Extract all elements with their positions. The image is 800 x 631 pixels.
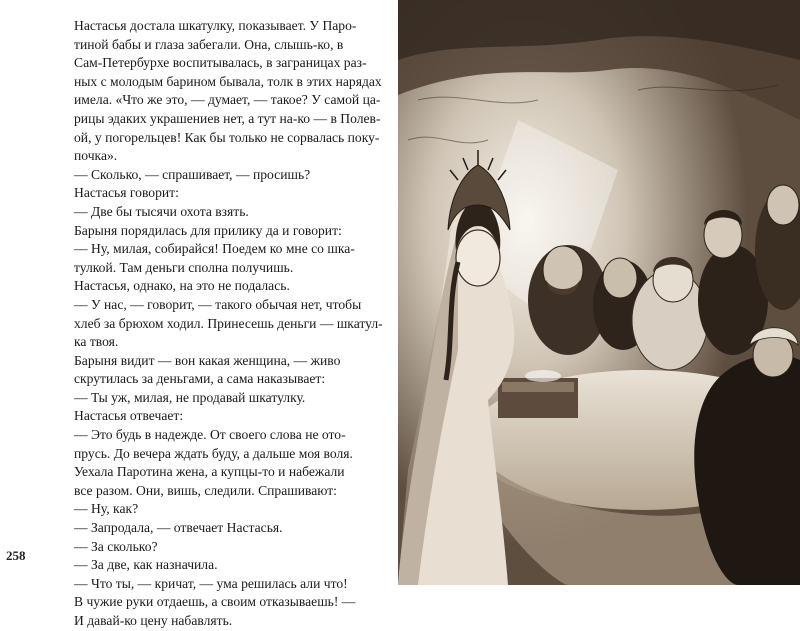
text-line: ных с молодым барином бывала, толк в этих нарядах (74, 73, 382, 89)
page-number: 258 (6, 548, 26, 563)
text-line: имела. «Что же это, — думает, — такое? У самой ца- (74, 92, 381, 108)
illustration-drawing (398, 0, 800, 585)
text-line: — За две, как назначила. (74, 557, 218, 573)
text-line: — Это будь в надежде. От своего слова не ото- (74, 427, 346, 443)
text-line: — Ты уж, милая, не продавай шкатулку. (74, 389, 306, 405)
text-line: Настасья, однако, на это не подалась. (74, 278, 290, 294)
text-line: скрутилась за деньгами, а сама наказывает: (74, 371, 326, 387)
casket-shine (525, 370, 561, 382)
text-line: — Запродала, — отвечает Настасья. (74, 520, 283, 536)
text-line: Настасья достала шкатулку, показывает. У Паро- (74, 18, 357, 33)
woman-head (456, 230, 500, 286)
text-column (74, 17, 386, 631)
text-line: — За сколько? (74, 538, 158, 554)
text-line: ой, у погорельцев! Как бы только не сорвалась поку- (74, 129, 380, 145)
text-line: Настасья отвечает: (74, 408, 184, 424)
text-line: — Сколько, — спрашивает, — просишь? (74, 166, 311, 182)
sepia-illustration (398, 0, 800, 585)
text-line: — Ну, как? (74, 501, 139, 517)
text-line: Сам-Петербурхе воспитывалась, в заграницах раз- (74, 55, 367, 71)
text-line: — У нас, — говорит, — такого обычая нет, чтобы (74, 296, 362, 312)
text-line: тиной бабы и глаза забегали. Она, слышь-ко, в (74, 36, 344, 52)
text-page (0, 0, 398, 628)
man-right-head (767, 185, 799, 225)
text-line: тулкой. Там деньги сполна получишь. (74, 259, 294, 275)
text-line: рицы эдаких украшениев нет, а тут на-ко — в Полев- (74, 110, 381, 126)
text-line: Настасья говорит: (74, 185, 179, 201)
text-line: И давай-ко цену набавлять. (74, 613, 233, 628)
text-line: все разом. Они, вишь, следили. Спрашивают: (74, 482, 337, 498)
text-line: — Ну, милая, собирайся! Поедем ко мне со шка- (74, 241, 355, 257)
text-line: Уехала Паротина жена, а купцы-то и набежали (74, 464, 345, 480)
man-dark-head (603, 258, 637, 298)
text-line: Барыня порядилась для прилику да и говорит: (74, 222, 342, 238)
text-line: хлеб за брюхом ходил. Принесешь деньги — шкатул- (74, 315, 383, 331)
text-line: почка». (74, 148, 118, 164)
casket-lid (502, 382, 574, 392)
text-line: ка твоя. (74, 334, 119, 350)
text-line: прусь. До вечера ждать буду, а дальше моя воля. (74, 445, 353, 461)
text-line: — Что ты, — кричат, — ума решилась али что! (74, 575, 348, 591)
text-line: — Две бы тысячи охота взять. (74, 203, 249, 219)
text-line: Барыня видит — вон какая женщина, — живо (74, 352, 341, 368)
text-line: В чужие руки отдаешь, а своим отказываешь! — (74, 594, 356, 610)
